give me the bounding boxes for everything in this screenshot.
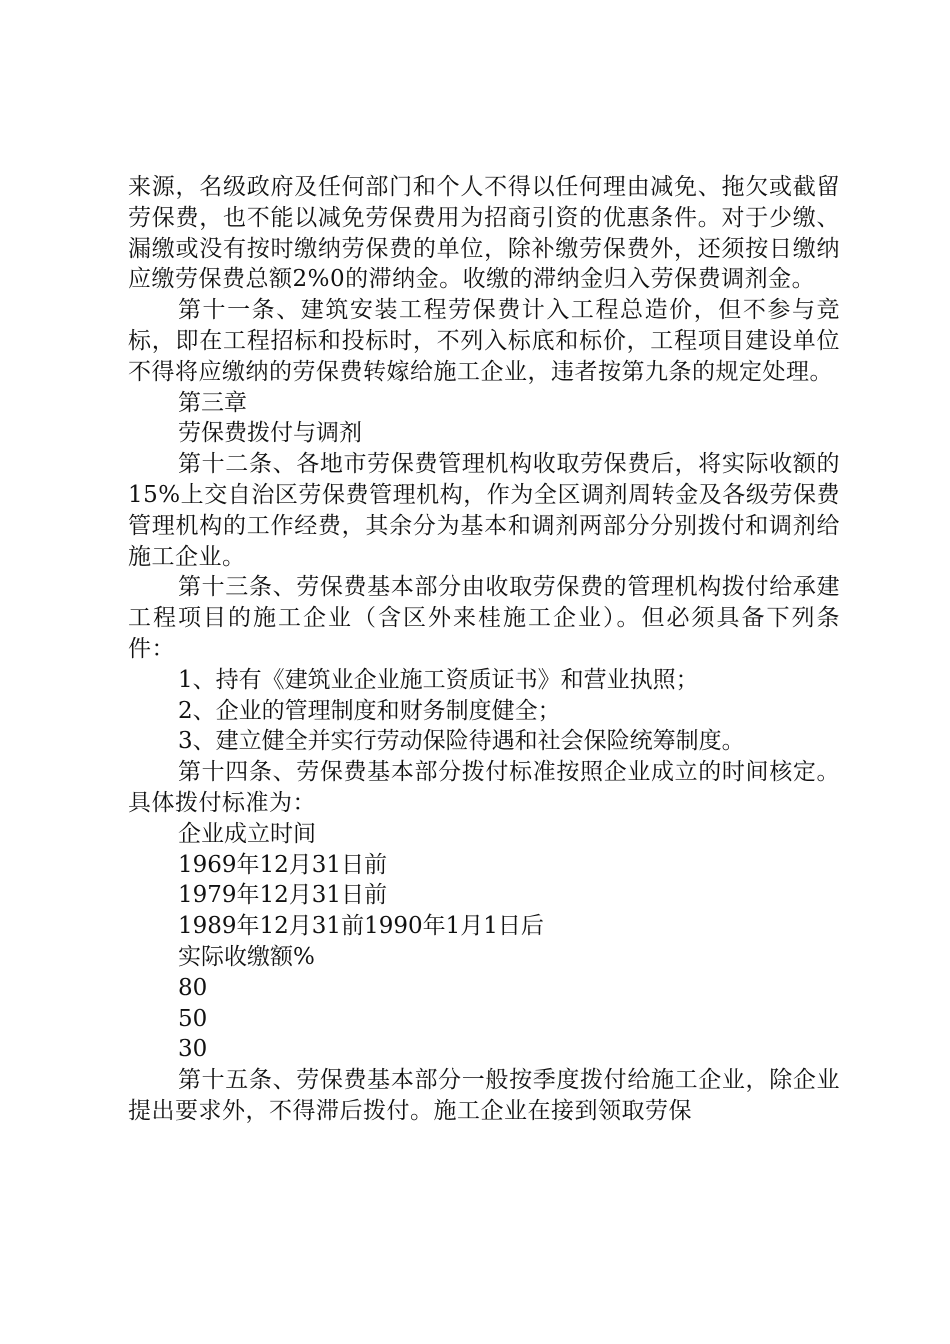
- table-header-actual-percent: 实际收缴额%: [178, 943, 315, 970]
- condition-item-3: 3、建立健全并实行劳动保险待遇和社会保险统筹制度。: [178, 728, 745, 755]
- paragraph-article-12: 第十二条、各地市劳保费管理机构收取劳保费后，将实际收额的15%上交自治区劳保费管理机构，作为全区调剂周转金及各级劳保费管理机构的工作经费，其余分为基本和调剂两部分分别拨付和调剂给施工企业。: [128, 451, 840, 570]
- paragraph-article-15: 第十五条、劳保费基本部分一般按季度拨付给施工企业，除企业提出要求外，不得滞后拨付。施工企业在接到领取劳保: [128, 1067, 840, 1124]
- condition-item-2: 2、企业的管理制度和财务制度健全；: [178, 697, 561, 724]
- chapter-number: 第三章: [178, 389, 247, 416]
- table-row-date-1969: 1969年12月31日前: [178, 851, 388, 878]
- chapter-title: 劳保费拨付与调剂: [178, 420, 362, 447]
- document-body: [128, 172, 840, 1127]
- table-row-date-1989-1990: 1989年12月31前1990年1月1日后: [178, 913, 544, 940]
- table-value-80: 80: [178, 974, 208, 1001]
- table-header-established-time: 企业成立时间: [178, 820, 316, 847]
- paragraph-article-13: 第十三条、劳保费基本部分由收取劳保费的管理机构拨付给承建工程项目的施工企业（含区外来桂施工企业）。但必须具备下列条件：: [128, 574, 840, 662]
- condition-item-1: 1、持有《建筑业企业施工资质证书》和营业执照；: [178, 666, 699, 693]
- table-row-date-1979: 1979年12月31日前: [178, 882, 388, 909]
- paragraph-article-11: 第十一条、建筑安装工程劳保费计入工程总造价，但不参与竞标，即在工程招标和投标时，不列入标底和标价，工程项目建设单位不得将应缴纳的劳保费转嫁给施工企业，违者按第九条的规定处理。: [128, 297, 840, 385]
- table-value-50: 50: [178, 1005, 208, 1032]
- paragraph-fee-collection: 来源，名级政府及任何部门和个人不得以任何理由减免、拖欠或截留劳保费，也不能以减免劳保费用为招商引资的优惠条件。对于少缴、漏缴或没有按时缴纳劳保费的单位，除补缴劳保费外，还须按日缴纳应缴劳保费总额2%0的滞纳金。收缴的滞纳金归入劳保费调剂金。: [128, 174, 840, 293]
- table-value-30: 30: [178, 1036, 208, 1063]
- paragraph-article-14: 第十四条、劳保费基本部分拨付标准按照企业成立的时间核定。具体拨付标准为：: [128, 759, 840, 816]
